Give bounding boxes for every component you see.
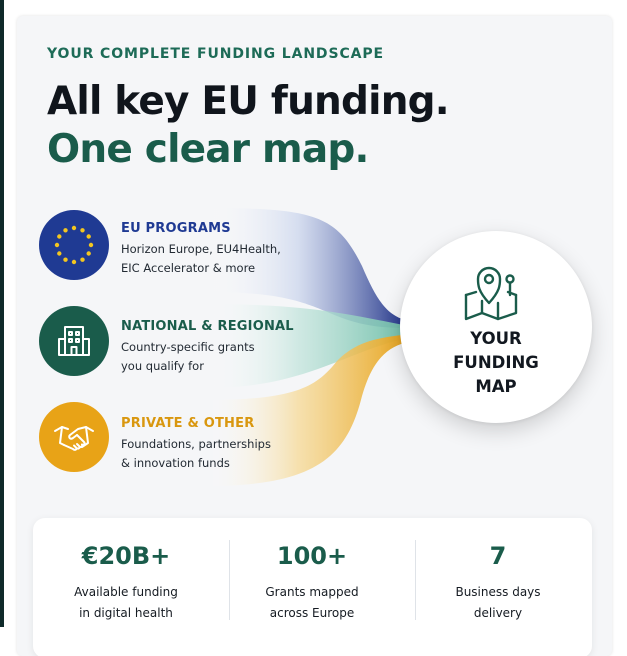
background-edge <box>0 0 4 627</box>
stat-grants-mapped <box>219 518 405 656</box>
handshake-icon <box>39 402 109 472</box>
category-title-national: NATIONAL & REGIONAL <box>121 319 294 334</box>
eyebrow-text: YOUR COMPLETE FUNDING LANDSCAPE <box>47 46 384 62</box>
map-pin-icon <box>458 261 534 325</box>
stat-label-line: Grants mapped <box>265 585 359 599</box>
funding-card <box>17 16 612 656</box>
stat-label-line: Available funding <box>74 585 178 599</box>
category-title-private: PRIVATE & OTHER <box>121 416 255 431</box>
stat-label-line: delivery <box>473 606 523 620</box>
category-desc-line: & innovation funds <box>121 456 230 470</box>
stat-value: 100+ <box>276 542 348 570</box>
map-label-line: FUNDING <box>453 353 539 372</box>
category-desc-line: Country-specific grants <box>121 340 255 354</box>
stat-value: 7 <box>489 542 507 570</box>
map-label-line: MAP <box>475 377 517 396</box>
headline-line-2: One clear map. <box>47 127 369 172</box>
stat-label <box>219 582 405 624</box>
category-desc-eu <box>121 240 301 278</box>
headline-line-1: All key EU funding. <box>47 79 449 124</box>
building-icon <box>39 306 109 376</box>
stat-label <box>33 582 219 624</box>
stat-label <box>405 582 591 624</box>
category-title-eu: EU PROGRAMS <box>121 221 231 236</box>
category-desc-line: Horizon Europe, EU4Health, <box>121 242 281 256</box>
stat-value: €20B+ <box>81 542 171 570</box>
stats-panel <box>33 518 592 656</box>
funding-map-circle <box>400 231 592 423</box>
stat-label-line: in digital health <box>79 606 173 620</box>
category-desc-line: EIC Accelerator & more <box>121 261 256 275</box>
stat-available-funding <box>33 518 219 656</box>
funding-map-label <box>400 327 592 399</box>
eu-flag-icon <box>39 210 109 280</box>
stat-label-line: across Europe <box>269 606 355 620</box>
stat-delivery-time <box>405 518 591 656</box>
category-desc-private <box>121 435 301 473</box>
stat-label-line: Business days <box>455 585 541 599</box>
category-desc-line: Foundations, partnerships <box>121 437 271 451</box>
map-label-line: YOUR <box>470 329 522 348</box>
category-desc-line: you qualify for <box>121 359 204 373</box>
category-desc-national <box>121 338 301 376</box>
